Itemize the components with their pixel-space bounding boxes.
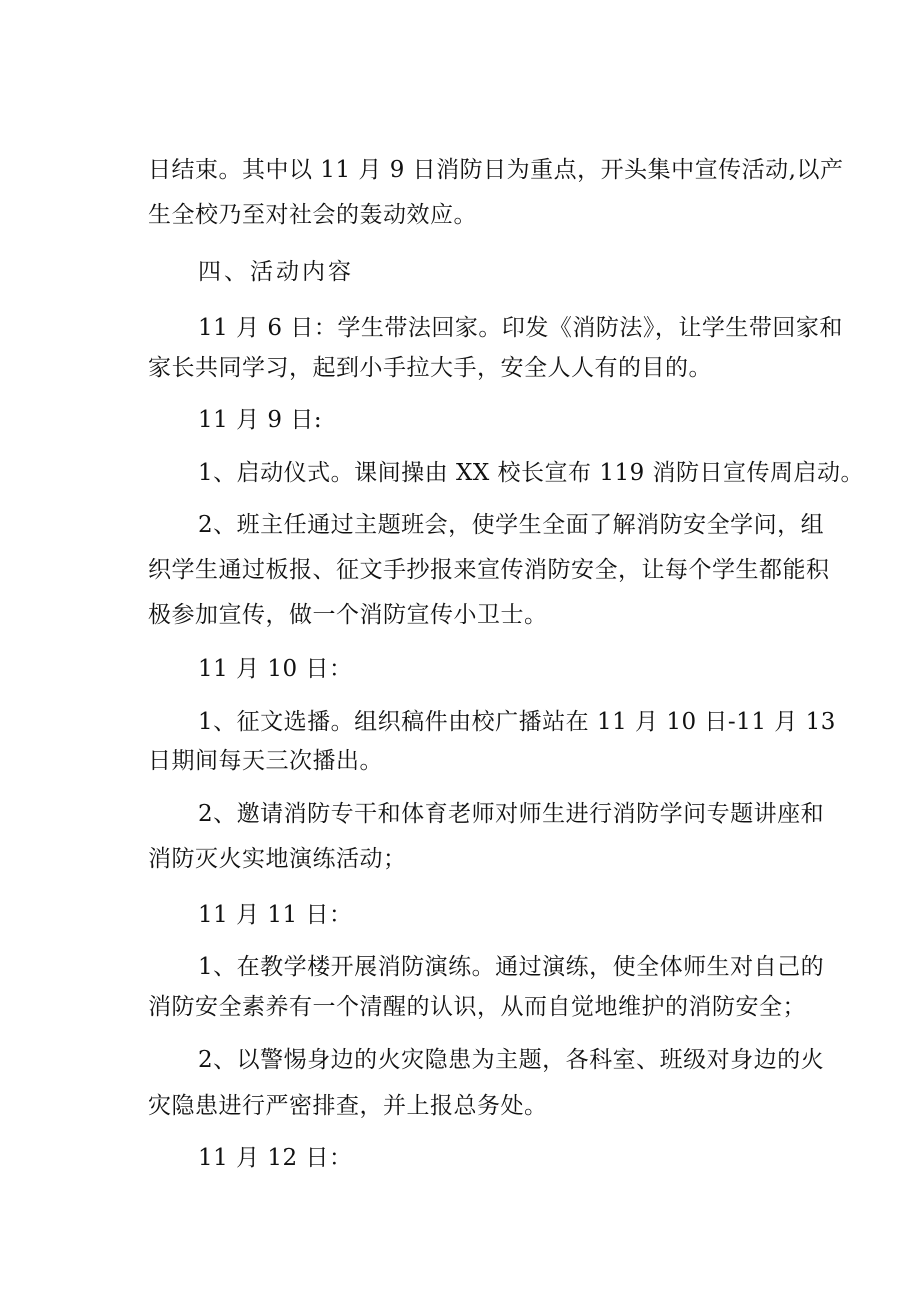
date-heading: 11 月 10 日：: [198, 656, 353, 682]
text-line: 灾隐患进行严密排查，并上报总务处。: [148, 1093, 548, 1119]
text-line: 2、以警惕身边的火灾隐患为主题，各科室、班级对身边的火: [198, 1047, 825, 1073]
text-line: 生全校乃至对社会的轰动效应。: [148, 202, 477, 228]
date-heading: 11 月 9 日:: [198, 407, 323, 433]
text-line: 2、班主任通过主题班会，使学生全面了解消防安全学问，组: [198, 512, 825, 538]
date-heading: 11 月 12 日：: [198, 1145, 353, 1171]
text-line: 家长共同学习，起到小手拉大手，安全人人有的目的。: [148, 355, 712, 381]
text-line: 织学生通过板报、征文手抄报来宣传消防安全，让每个学生都能积: [148, 557, 830, 583]
date-heading: 11 月 11 日：: [198, 902, 353, 928]
text-line: 1、征文选播。组织稿件由校广播站在 11 月 10 日-11 月 13: [198, 709, 836, 735]
text-line: 消防安全素养有一个清醒的认识，从而自觉地维护的消防安全；: [148, 994, 806, 1020]
section-heading: 四、活动内容: [198, 259, 354, 285]
text-line: 消防灭火实地演练活动；: [148, 846, 407, 872]
text-line: 极参加宣传，做一个消防宣传小卫士。: [148, 602, 548, 628]
text-line: 日期间每天三次播出。: [148, 748, 383, 774]
text-line: 1、在教学楼开展消防演练。通过演练，使全体师生对自己的: [198, 954, 825, 980]
text-line: 2、邀请消防专干和体育老师对师生进行消防学问专题讲座和: [198, 801, 825, 827]
text-line: 1、启动仪式。课间操由 XX 校长宣布 119 消防日宣传周启动。: [198, 460, 865, 486]
text-line: 日结束。其中以 11 月 9 日消防日为重点，开头集中宣传活动,以产: [148, 157, 844, 183]
text-line: 11 月 6 日：学生带法回家。印发《消防法》，让学生带回家和: [198, 315, 843, 341]
